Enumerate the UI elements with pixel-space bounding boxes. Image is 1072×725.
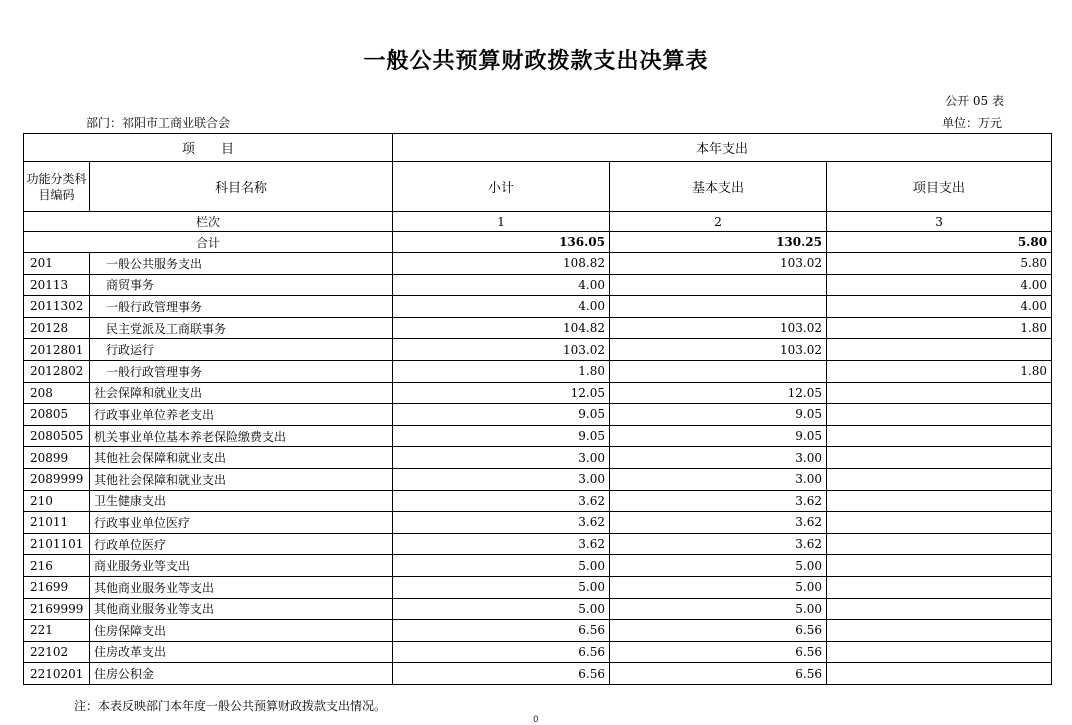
row-project: 4.00 [827, 296, 1052, 318]
row-basic: 3.62 [610, 490, 827, 512]
row-subtotal: 5.00 [393, 598, 610, 620]
row-code: 2210201 [24, 663, 90, 685]
table-row [24, 641, 1052, 663]
header-row-1 [24, 134, 1052, 162]
total-basic: 130.25 [610, 232, 827, 253]
table-row [24, 555, 1052, 577]
form-number: 公开 05 表 [945, 94, 1004, 108]
row-name: 其他商业服务业等支出 [90, 576, 393, 598]
row-name: 民主党派及工商联事务 [90, 317, 393, 339]
column-label: 栏次 [24, 212, 393, 232]
table-row [24, 274, 1052, 296]
row-name: 住房保障支出 [90, 620, 393, 642]
column-number-row [24, 212, 1052, 232]
department-label: 部门：祁阳市工商业联合会 [86, 116, 231, 130]
row-project [827, 576, 1052, 598]
row-subtotal: 3.00 [393, 447, 610, 469]
table-row [24, 360, 1052, 382]
row-code: 2169999 [24, 598, 90, 620]
row-project [827, 620, 1052, 642]
total-project: 5.80 [827, 232, 1052, 253]
row-basic: 9.05 [610, 404, 827, 426]
row-name: 一般公共服务支出 [90, 253, 393, 275]
row-code: 20899 [24, 447, 90, 469]
table-row [24, 512, 1052, 534]
column-number-1: 1 [393, 212, 610, 232]
unit-label: 单位：万元 [941, 116, 1002, 130]
row-name: 行政运行 [90, 339, 393, 361]
row-project [827, 555, 1052, 577]
row-basic: 9.05 [610, 425, 827, 447]
row-name: 住房公积金 [90, 663, 393, 685]
page-mark: 0 [533, 715, 539, 725]
table-row [24, 598, 1052, 620]
row-code: 21699 [24, 576, 90, 598]
row-subtotal: 9.05 [393, 404, 610, 426]
name-header: 科目名称 [90, 162, 393, 212]
table-row [24, 296, 1052, 318]
table-row [24, 317, 1052, 339]
row-basic [610, 296, 827, 318]
row-code: 20805 [24, 404, 90, 426]
header-row-2 [24, 162, 1052, 212]
row-project: 1.80 [827, 360, 1052, 382]
row-project: 1.80 [827, 317, 1052, 339]
row-code: 22102 [24, 641, 90, 663]
row-name: 一般行政管理事务 [90, 296, 393, 318]
row-project [827, 468, 1052, 490]
column-number-3: 3 [827, 212, 1052, 232]
row-basic [610, 360, 827, 382]
row-basic: 6.56 [610, 620, 827, 642]
table-row [24, 382, 1052, 404]
row-basic: 103.02 [610, 317, 827, 339]
page-title: 一般公共预算财政拨款支出决算表 [363, 49, 709, 74]
row-name: 机关事业单位基本养老保险缴费支出 [90, 425, 393, 447]
row-subtotal: 1.80 [393, 360, 610, 382]
project-header: 项目支出 [827, 162, 1052, 212]
row-name: 卫生健康支出 [90, 490, 393, 512]
row-basic: 5.00 [610, 576, 827, 598]
row-code: 216 [24, 555, 90, 577]
code-header: 功能分类科目编码 [24, 162, 90, 212]
row-subtotal: 5.00 [393, 555, 610, 577]
total-row [24, 232, 1052, 253]
row-project [827, 382, 1052, 404]
row-subtotal: 108.82 [393, 253, 610, 275]
row-code: 2012801 [24, 339, 90, 361]
row-subtotal: 3.62 [393, 533, 610, 555]
table-row [24, 620, 1052, 642]
row-code: 2012802 [24, 360, 90, 382]
table-row [24, 404, 1052, 426]
row-project [827, 641, 1052, 663]
row-project [827, 447, 1052, 469]
row-project [827, 404, 1052, 426]
row-name: 行政事业单位养老支出 [90, 404, 393, 426]
row-subtotal: 4.00 [393, 296, 610, 318]
row-project [827, 598, 1052, 620]
row-subtotal: 104.82 [393, 317, 610, 339]
row-code: 2089999 [24, 468, 90, 490]
column-number-2: 2 [610, 212, 827, 232]
row-basic: 12.05 [610, 382, 827, 404]
row-code: 21011 [24, 512, 90, 534]
table-row [24, 533, 1052, 555]
table-row [24, 253, 1052, 275]
row-basic: 3.62 [610, 512, 827, 534]
row-project [827, 425, 1052, 447]
row-name: 住房改革支出 [90, 641, 393, 663]
row-subtotal: 6.56 [393, 641, 610, 663]
row-name: 一般行政管理事务 [90, 360, 393, 382]
row-basic: 3.00 [610, 447, 827, 469]
row-name: 其他社会保障和就业支出 [90, 447, 393, 469]
row-subtotal: 5.00 [393, 576, 610, 598]
row-subtotal: 103.02 [393, 339, 610, 361]
row-subtotal: 12.05 [393, 382, 610, 404]
row-basic: 3.00 [610, 468, 827, 490]
total-label: 合计 [24, 232, 393, 253]
row-code: 20128 [24, 317, 90, 339]
row-code: 201 [24, 253, 90, 275]
row-code: 20113 [24, 274, 90, 296]
row-name: 商业服务业等支出 [90, 555, 393, 577]
table-row [24, 663, 1052, 685]
table-row [24, 576, 1052, 598]
row-basic: 6.56 [610, 663, 827, 685]
row-name: 社会保障和就业支出 [90, 382, 393, 404]
table-row [24, 447, 1052, 469]
current-year-header: 本年支出 [393, 134, 1052, 162]
row-project: 4.00 [827, 274, 1052, 296]
row-basic: 5.00 [610, 555, 827, 577]
row-code: 208 [24, 382, 90, 404]
row-subtotal: 3.62 [393, 512, 610, 534]
row-name: 行政单位医疗 [90, 533, 393, 555]
row-subtotal: 9.05 [393, 425, 610, 447]
subtotal-header: 小计 [393, 162, 610, 212]
row-basic [610, 274, 827, 296]
row-code: 221 [24, 620, 90, 642]
table-row [24, 490, 1052, 512]
row-project [827, 512, 1052, 534]
basic-header: 基本支出 [610, 162, 827, 212]
row-name: 其他商业服务业等支出 [90, 598, 393, 620]
table-row [24, 468, 1052, 490]
row-project [827, 533, 1052, 555]
row-project [827, 663, 1052, 685]
row-subtotal: 6.56 [393, 663, 610, 685]
expenditure-table [23, 133, 1052, 685]
total-subtotal: 136.05 [393, 232, 610, 253]
row-code: 2101101 [24, 533, 90, 555]
row-basic: 103.02 [610, 253, 827, 275]
row-basic: 3.62 [610, 533, 827, 555]
table-row [24, 339, 1052, 361]
row-subtotal: 4.00 [393, 274, 610, 296]
row-subtotal: 3.62 [393, 490, 610, 512]
row-basic: 5.00 [610, 598, 827, 620]
item-header: 项 目 [24, 134, 393, 162]
footnote: 注：本表反映部门本年度一般公共预算财政拨款支出情况。 [74, 699, 387, 713]
row-code: 210 [24, 490, 90, 512]
row-subtotal: 6.56 [393, 620, 610, 642]
row-basic: 103.02 [610, 339, 827, 361]
row-project: 5.80 [827, 253, 1052, 275]
row-basic: 6.56 [610, 641, 827, 663]
row-name: 商贸事务 [90, 274, 393, 296]
row-name: 行政事业单位医疗 [90, 512, 393, 534]
row-project [827, 490, 1052, 512]
row-project [827, 339, 1052, 361]
row-code: 2080505 [24, 425, 90, 447]
row-subtotal: 3.00 [393, 468, 610, 490]
row-code: 2011302 [24, 296, 90, 318]
row-name: 其他社会保障和就业支出 [90, 468, 393, 490]
table-row [24, 425, 1052, 447]
